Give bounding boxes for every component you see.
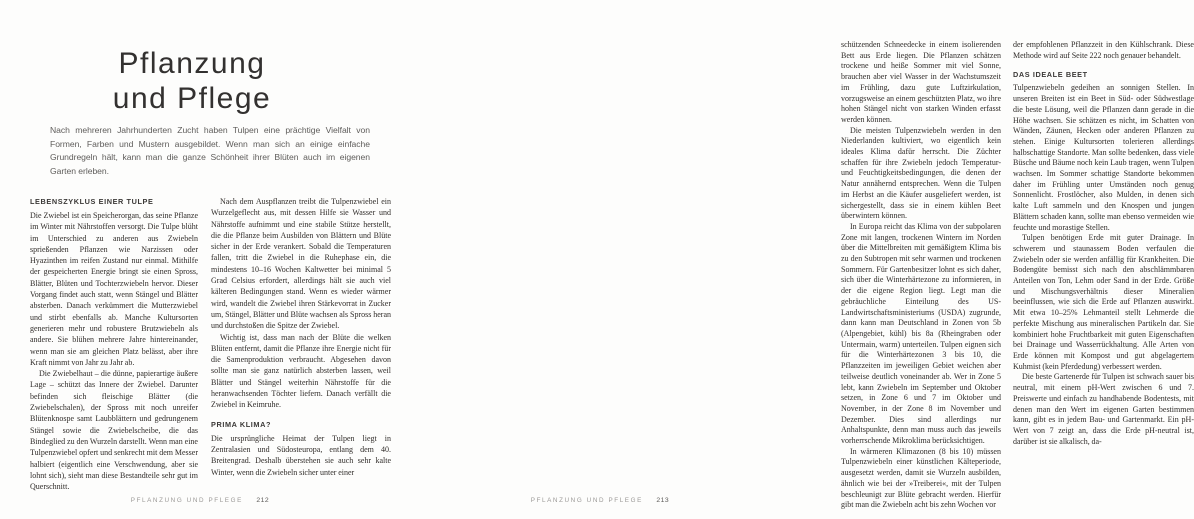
page-number: 212 — [256, 497, 270, 504]
chapter-title-line-2: und Pflege — [112, 82, 272, 115]
section-heading-das-ideale-beet: DAS IDEALE BEET — [1013, 70, 1088, 80]
body-paragraph: Tulpenzwiebeln gedeihen an sonnigen Stellen. In unseren Breiten ist ein Beet in Süd- oder Südwestlage die beste Lösung, weil die Pflanzen dann gerade in die Höhe wachsen. Sie schätzen es nicht, im Schatten von Wänden, Zäunen, Hecken oder anderen Pflanzen zu stehen. Einige Kultursorten tolerieren allerdings halbschattige Standorte. Man sollte bedenken, dass viele Büsche und Bäume noch kein Laub tragen, wenn Tulpen wachsen. Im Sommer schattige Standorte bekommen daher im Frühling unter Umständen noch genug Sonnenlicht. Frostlöcher, also Mulden, in denen sich kalte Luft sammeln und den Knospen und jungen Blättern schaden kann, sollte man ebenso vermeiden wie feuchte und morastige Stellen. — [1013, 83, 1194, 232]
running-header-label: PFLANZUNG UND PFLEGE — [530, 497, 643, 504]
section-heading-prima-klima: PRIMA KLIMA? — [211, 419, 272, 429]
body-paragraph: Die ursprüngliche Heimat der Tulpen liegt in Zentralasien und Südosteuropa, entlang dem 40. Breitengrad. Deshalb überstehen sie auch sehr kalte Winter, wenn die Zwiebeln sicher unter einer — [211, 433, 391, 477]
page-left — [0, 0, 400, 519]
body-paragraph: Nach dem Auspflanzen treibt die Tulpenzwiebel ein Wurzelgeflecht aus, mit dessen Hilfe sie Wasser und Nährstoffe aufnimmt und eine stabile Stütze herstellt, die die Pflanze beim Ausbilden von Blättern und Blüte sicher in der Erde verankert. Sobald die Temperaturen fallen, tritt die Zwiebel in die Ruhephase ein, die mindestens 10–16 Wochen Kaltwetter bei minimal 5 Grad Celsius erfordert, allerdings hält sie auch viel kälteren Bedingungen stand. Wenn es wieder wärmer wird, wandelt die Zwiebel ihren Stärkevorrat in Zucker um, Stängel, Blätter und Blüte wachsen als Spross heran und durchstoßen die Spitze der Zwiebel. — [211, 197, 391, 331]
chapter-title-line-1: Pflanzung — [118, 47, 266, 80]
left-page-column-2 — [211, 196, 391, 492]
body-paragraph: Die Zwiebelhaut – die dünne, papierartige äußere Lage – schützt das Innere der Zwiebel. Darunter befinden sich fleischige Blätter (die Zwiebelschalen), der Spross mit noch unreifer Blütenknospe samt Laubblättern und gedrungenem Stängel sowie die Zwiebelscheibe, die das Bindeglied zu den Wurzeln darstellt. Wenn man eine Tulpenzwiebel opfert und senkrecht mit dem Messer halbiert (eigentlich eine Verschwendung, aber sie lohnt sich), sieht man diese Bestandteile sehr gut im Querschnitt. — [30, 369, 198, 492]
right-page-columns — [841, 40, 1194, 511]
body-paragraph: Wichtig ist, dass man nach der Blüte die welken Blüten entfernt, damit die Pflanze ihre Energie nicht für die Samenproduktion verbraucht. Abgesehen davon sollte man sie ganz natürlich absterben lassen, weil Blätter und Stängel weiterhin Nährstoffe für die heranwachsenden Töchter liefern. Danach verfällt die Zwiebel in Keimruhe. — [211, 332, 391, 410]
running-header-label: PFLANZUNG UND PFLEGE — [130, 497, 243, 504]
body-paragraph: In Europa reicht das Klima von der subpolaren Zone mit langen, trockenen Wintern im Norden über die Mittelbreiten mit gemäßigtem Klima bis zu den Subtropen mit sehr warmen und trockenen Sommern. Für Gartenbesitzer lohnt es sich daher, sich über die Winterhärtezone zu informieren, in der die eigene Region liegt. Legt man die gebräuchliche Einteilung des US-Landwirtschaftsministeriums (USDA) zugrunde, dann kann man Deutschland in Zonen von 5b (Alpengebiet, kühl) bis 8a (Rheingraben oder Untermain, warm) unterteilen. Tulpen eignen sich für die Winterhärtezonen 3 bis 10, die Pflanzzeiten im jeweiligen Gebiet weichen aber teilweise deutlich voneinander ab. Wer in Zone 5 lebt, kann Zwiebeln im September und Oktober setzen, in Zone 6 und 7 im Oktober und November, in der Zone 8 im November und Dezember. Dies sind allerdings nur Anhaltspunkte, denn man muss auch das jeweils vorherrschende Mikroklima berücksichtigen. — [841, 221, 1001, 446]
left-page-columns — [30, 196, 391, 492]
left-page-column-1 — [30, 196, 198, 492]
body-paragraph: Die meisten Tulpenzwiebeln werden in den Niederlanden kultiviert, wo eigentlich kein ideales Klima dafür herrscht. Die Züchter schaffen für ihre Zwiebeln jedoch Temperatur- und Feuchtigkeitsbedingungen, die denen der Natur annähernd entsprechen. Wenn die Tulpen im Herbst an die Käufer ausgeliefert werden, ist sichergestellt, dass sie in einem kühlen Beet überwintern können. — [841, 125, 1001, 221]
page-footer-left — [0, 489, 400, 507]
body-paragraph: Die Zwiebel ist ein Speicherorgan, das seine Pflanze im Winter mit Nährstoffen versorgt. Die Tulpe blüht im Unterschied zu anderen aus Zwiebeln sprießenden Pflanzen wie Narzissen oder Hyazinthen im reifen Zustand nur einmal. Mithilfe der gespeicherten Energie bringt sie einen Spross, Blätter, Blüten und Tochterzwiebeln hervor. Dieser Vorgang findet auch statt, wenn Stängel und Blätter absterben. Danach verkümmert die Mutterzwiebel und stirbt ebenfalls ab. Manche Kultursorten generieren mehr und robustere Brutzwiebeln als andere. Sie blühen mehrere Jahre hintereinander, wenn man sie am gleichen Platz belässt, aber ihre Kraft nimmt von Jahr zu Jahr ab. — [30, 211, 198, 367]
page-number: 213 — [656, 497, 670, 504]
body-paragraph: Tulpen benötigen Erde mit guter Drainage. In schwerem und staunassem Boden verfaulen die Zwiebeln oder sie werden anfällig für Krankheiten. Die Bodengüte bemisst sich nach den abschlämmbaren Anteilen von Ton, Lehm oder Sand in der Erde. Größe und Mischungsverhältnis dieser Mineralien beeinflussen, wie sich die Erde auf Pflanzen auswirkt. Mit etwa 10–25% Lehmanteil stellt Lehmerde die perfekte Mischung aus mineralischen Partikeln dar. Sie kombiniert hohe Fruchtbarkeit mit guten Eigenschaften bei Drainage und Wasserrückhaltung. Alle Arten von Erde können mit Kompost und gut abgelagertem Kuhmist (kein Pferdedung) verbessert werden. — [1013, 233, 1194, 371]
chapter-title — [27, 46, 357, 116]
page-footer-right — [400, 489, 800, 507]
section-heading-lebenszyklus: LEBENSZYKLUS EINER TULPE — [30, 197, 154, 206]
page-right — [400, 0, 1194, 519]
right-page-column-2 — [1013, 40, 1194, 511]
right-page-column-1 — [841, 40, 1001, 511]
body-paragraph: schützenden Schneedecke in einem isolierenden Bett aus Erde liegen. Die Pflanzen schätzen trockene und heiße Sommer mit viel Sonne, brauchen aber viel Wasser in der Wachstumszeit im Frühling, dazu gute Luftzirkulation, vorzugsweise an einem geschützten Platz, wo ihre hohen Stängel nicht von starken Winden erfasst werden können. — [841, 40, 1001, 124]
body-paragraph: der empfohlenen Pflanzzeit in den Kühlschrank. Diese Methode wird auf Seite 222 noch genauer behandelt. — [1013, 40, 1194, 60]
intro-paragraph: Nach mehreren Jahrhunderten Zucht haben Tulpen eine prächtige Vielfalt von Formen, Farben und Mustern ausgebildet. Wenn man sich an einige einfache Grundregeln hält, kann man die ganze Schönheit ihrer Blüten auch im eigenen Garten erleben. — [50, 125, 370, 177]
body-paragraph: In wärmeren Klimazonen (8 bis 10) müssen Tulpenzwiebeln einer künstlichen Kälteperiode, ausgesetzt werden, damit sie Wurzeln ausbilden, ähnlich wie bei der »Treiberei«, mit der Tulpen beschleunigt zur Blüte gebracht werden. Hierfür gibt man die Zwiebeln acht bis zehn Wochen vor — [841, 446, 1001, 510]
body-paragraph: Die beste Gartenerde für Tulpen ist schwach sauer bis neutral, mit einem pH-Wert zwischen 6 und 7. Preiswerte und einfach zu handhabende Bodentests, mit denen man den Wert im eigenen Garten bestimmen kann, gibt es in jedem Bau- und Gartenmarkt. Ein pH-Wert von 7 zeigt an, dass die Erde pH-neutral ist, darüber ist sie alkalisch, da- — [1013, 372, 1194, 446]
